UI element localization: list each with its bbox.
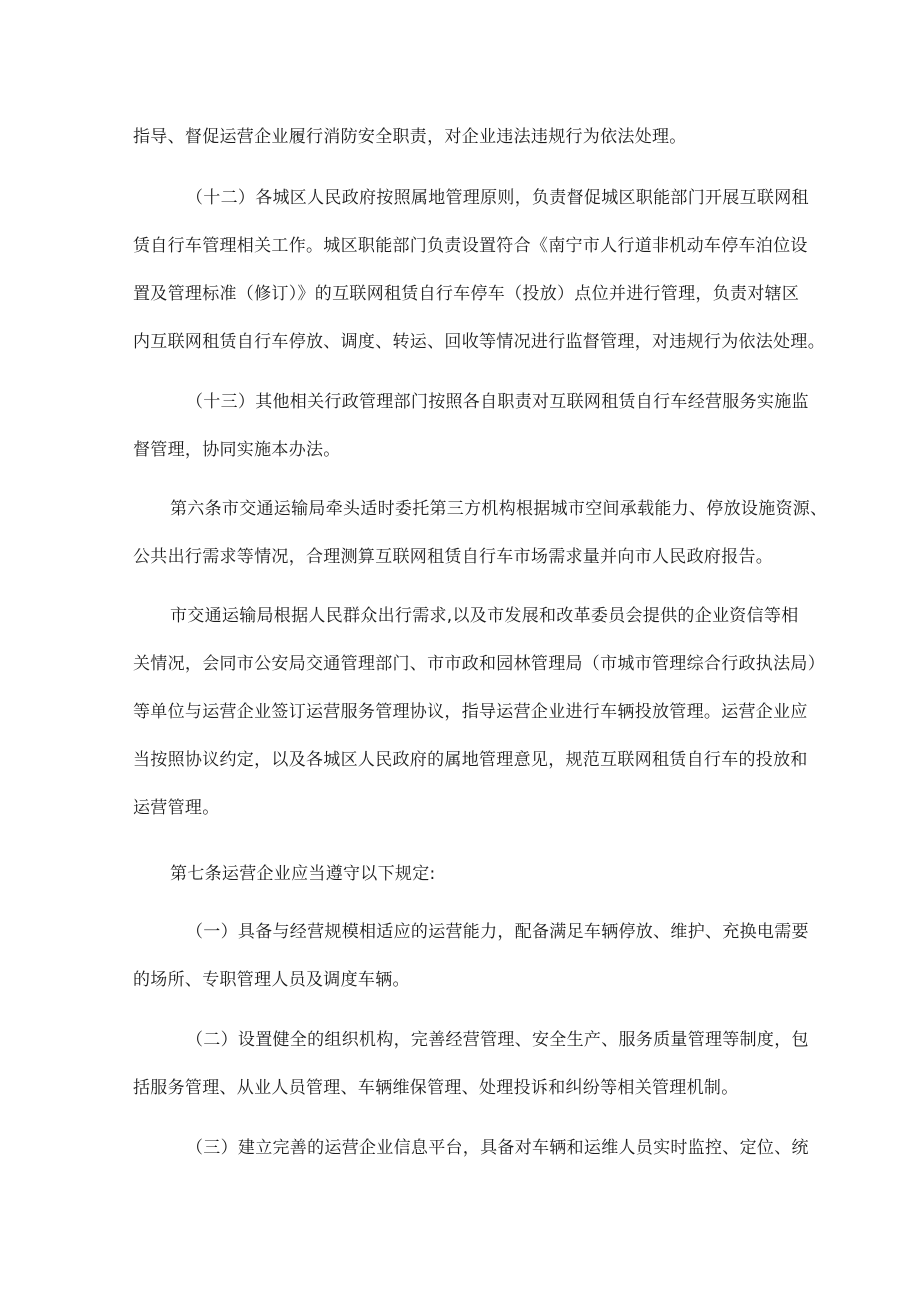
text-line: 关情况，会同市公安局交通管理部门、市市政和园林管理局（市城市管理综合行政执法局） <box>133 654 825 674</box>
text-line: 等单位与运营企业签订运营服务管理协议，指导运营企业进行车辆投放管理。运营企业应 <box>133 702 808 722</box>
text-line: （二）设置健全的组织机构，完善经营管理、安全生产、服务质量管理等制度，包 <box>186 1030 809 1050</box>
text-line: （十二）各城区人民政府按照属地管理原则，负责督促城区职能部门开展互联网租 <box>186 188 809 208</box>
text-line: 第七条运营企业应当遵守以下规定: <box>170 864 436 884</box>
text-line: 第六条市交通运输局牵头适时委托第三方机构根据城市空间承载能力、停放设施资源、 <box>170 499 828 519</box>
text-line: 当按照协议约定，以及各城区人民政府的属地管理意见，规范互联网租赁自行车的投放和 <box>133 750 808 770</box>
text-line: 的场所、专职管理人员及调度车辆。 <box>133 970 410 990</box>
text-line: （十三）其他相关行政管理部门按照各自职责对互联网租赁自行车经营服务实施监 <box>186 392 809 412</box>
text-line: 括服务管理、从业人员管理、车辆维保管理、处理投诉和纠纷等相关管理机制。 <box>133 1078 739 1098</box>
text-line: 赁自行车管理相关工作。城区职能部门负责设置符合《南宁市人行道非机动车停车泊位设 <box>133 236 808 256</box>
text-line: 市交通运输局根据人民群众出行需求,以及市发展和改革委员会提供的企业资信等相 <box>170 606 799 626</box>
text-line: 内互联网租赁自行车停放、调度、转运、回收等情况进行监督管理，对违规行为依法处理。 <box>133 332 825 352</box>
text-line: 公共出行需求等情况，合理测算互联网租赁自行车市场需求量并向市人民政府报告。 <box>133 547 774 567</box>
text-line: 督管理，协同实施本办法。 <box>133 440 341 460</box>
text-line: 运营管理。 <box>133 798 220 818</box>
text-line: 指导、督促运营企业履行消防安全职责，对企业违法违规行为依法处理。 <box>133 127 687 147</box>
text-line: （三）建立完善的运营企业信息平台，具备对车辆和运维人员实时监控、定位、统 <box>186 1138 809 1158</box>
text-line: （一）具备与经营规模相适应的运营能力，配备满足车辆停放、维护、充换电需要 <box>186 922 809 942</box>
text-line: 置及管理标准（修订）》的互联网租赁自行车停车（投放）点位并进行管理，负责对辖区 <box>133 284 800 304</box>
